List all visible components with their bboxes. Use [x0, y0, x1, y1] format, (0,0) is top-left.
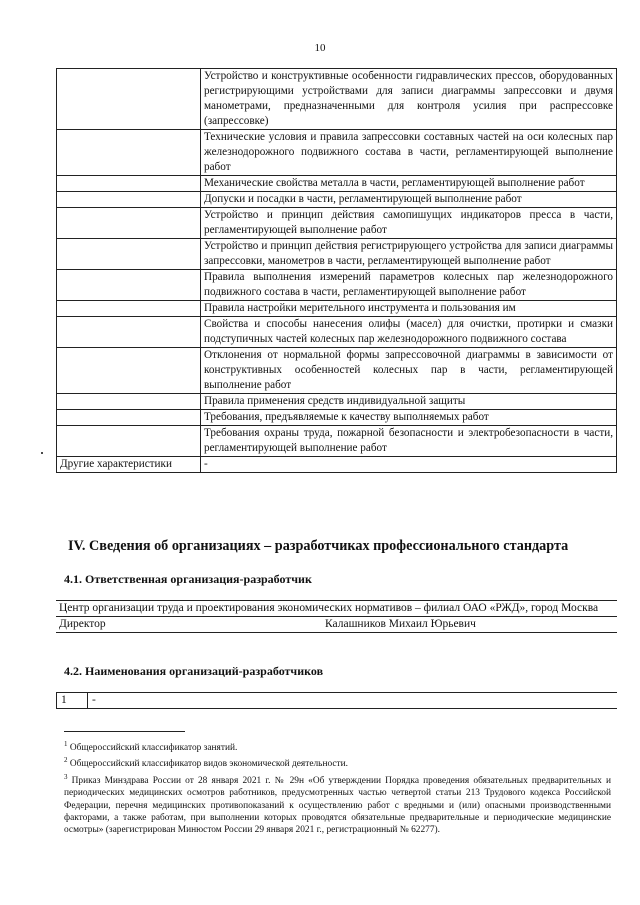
requirement-text: Правила выполнения измерений параметров колесных пар железнодорожного подвижного состава в части, регламентирующей выполнение работ [201, 270, 617, 301]
footnote-text: Общероссийский классификатор занятий. [67, 743, 238, 754]
row-label [57, 348, 201, 394]
table-row [57, 693, 618, 709]
scan-speck [41, 452, 43, 454]
table-row [57, 301, 617, 317]
footnote-mark: 3 [64, 772, 68, 781]
row-label [57, 317, 201, 348]
footnote-mark: 1 [64, 740, 68, 748]
table-row [57, 130, 617, 176]
table-row [57, 69, 617, 130]
requirement-text: Требования, предъявляемые к качеству выполняемых работ [201, 410, 617, 426]
requirement-text: Допуски и посадки в части, регламентирующей выполнение работ [201, 192, 617, 208]
row-label [57, 239, 201, 270]
row-label [57, 410, 201, 426]
row-label [57, 270, 201, 301]
row-label [57, 176, 201, 192]
section-iv-title: IV. Сведения об организациях – разработчиках профессионального стандарта [68, 538, 569, 554]
requirement-text: Устройство и конструктивные особенности гидравлических прессов, оборудованных регистрирующими устройствами для записи диаграммы запрессовки и двумя манометрами, предназначенными для контроля усилия при распрессовке (запрессовке) [201, 69, 617, 130]
requirement-text: Устройство и принцип действия самопишущих индикаторов пресса в части, регламентирующей выполнение работ [201, 208, 617, 239]
page-number: 10 [314, 42, 326, 54]
footnote [64, 771, 611, 837]
row-label [57, 426, 201, 457]
developer-number: 1 [57, 693, 88, 709]
footnote [64, 754, 611, 770]
requirement-text: Отклонения от нормальной формы запрессовочной диаграммы в зависимости от конструктивных особенностей колесных пар в части, регламентирующей выполнение работ [201, 348, 617, 394]
row-label [57, 208, 201, 239]
knowledge-requirements-table [56, 68, 617, 473]
footnote-mark: 2 [64, 756, 68, 765]
row-label [57, 301, 201, 317]
director-name: Калашников Михаил Юрьевич [322, 617, 617, 633]
organization-name: Центр организации труда и проектирования экономических нормативов – филиал ОАО «РЖД», город Москва [56, 601, 617, 617]
section-4-1-title: 4.1. Ответственная организация-разработчик [64, 572, 312, 586]
row-label [57, 130, 201, 176]
table-row [57, 394, 617, 410]
director-position: Директор [56, 617, 322, 633]
row-label [57, 192, 201, 208]
row-label: Другие характеристики [57, 457, 201, 473]
table-row [57, 410, 617, 426]
table-row [56, 617, 617, 633]
footnote-text: Общероссийский классификатор видов экономической деятельности. [67, 759, 349, 770]
row-label [57, 394, 201, 410]
section-4-2-title: 4.2. Наименования организаций-разработчиков [64, 664, 324, 678]
requirement-text: - [201, 457, 617, 473]
table-row [57, 457, 617, 473]
table-row [57, 348, 617, 394]
table-row [57, 239, 617, 270]
requirement-text: Механические свойства металла в части, регламентирующей выполнение работ [201, 176, 617, 192]
table-row [57, 270, 617, 301]
footnotes [64, 738, 611, 836]
table-row [57, 426, 617, 457]
table-row [57, 317, 617, 348]
requirement-text: Требования охраны труда, пожарной безопасности и электробезопасности в части, регламентирующей выполнение работ [201, 426, 617, 457]
footnote-separator [64, 731, 185, 732]
responsible-organization-table [56, 600, 617, 633]
row-label [57, 69, 201, 130]
developer-name: - [88, 693, 618, 709]
requirement-text: Свойства и способы нанесения олифы (масел) для очистки, протирки и смазки подступичных частей колесных пар железнодорожного подвижного состава [201, 317, 617, 348]
table-row [56, 601, 617, 617]
table-row [57, 208, 617, 239]
table-row [57, 176, 617, 192]
requirement-text: Технические условия и правила запрессовки составных частей на оси колесных пар железнодорожного подвижного состава в части, регламентирующей выполнение работ [201, 130, 617, 176]
footnote-text: Приказ Минздрава России от 28 января 2021 г. № 29н «Об утверждении Порядка проведения обязательных предварительных и периодических медицинских осмотров работников, предусмотренных частью четвертой статьи 213 Трудового кодекса Российской Федерации, перечня медицинских противопоказаний к осуществлению работ с вредными и (или) опасными производственными факторами, а также работам, при выполнении которых проводятся обязательные предварительные и периодические медицинские осмотры» (зарегистрирован Минюстом России 29 января 2021 г., регистрационный № 62277). [64, 775, 611, 836]
developer-organizations-table [56, 692, 617, 709]
requirement-text: Правила настройки мерительного инструмента и пользования им [201, 301, 617, 317]
table-row [57, 192, 617, 208]
requirement-text: Правила применения средств индивидуальной защиты [201, 394, 617, 410]
footnote [64, 738, 611, 754]
requirement-text: Устройство и принцип действия регистрирующего устройства для записи диаграммы запрессовки, манометров в части, регламентирующей выполнение работ [201, 239, 617, 270]
